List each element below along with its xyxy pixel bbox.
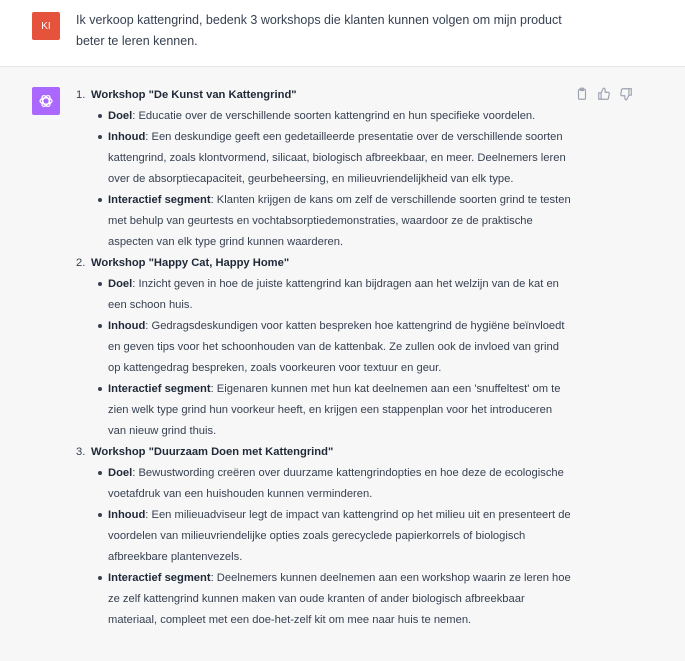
list-item: Interactief segment: Eigenaren kunnen met hun kat deelnemen aan een 'snuffeltest' om te zien welk type grind hun voorkeur heeft, en krijgen een stappenplan voor het introduceren van nieuw grind thuis. (91, 379, 571, 442)
list-item: Doel: Educatie over de verschillende soorten kattengrind en hun specifieke voordelen. (91, 106, 571, 127)
workshop-details (91, 106, 571, 253)
list-item: Interactief segment: Klanten krijgen de kans om zelf de verschillende soorten grind te testen met behulp van geurtests en vochtabsorptiedemonstraties, waardoor ze de praktische aspecten van elk type grind kunnen waarderen. (91, 190, 571, 253)
list-item: Inhoud: Gedragsdeskundigen voor katten bespreken hoe kattengrind de hygiëne beïnvloedt en geven tips voor het schoonhouden van de kattenbak. Ze zullen ook de invloed van grind op kattengedrag bespreken, zoals voorkeuren voor textuur en geur. (91, 316, 571, 379)
assistant-avatar (32, 87, 60, 115)
thumbs-up-icon[interactable] (597, 87, 611, 101)
list-item: Inhoud: Een deskundige geeft een gedetailleerde presentatie over de verschillende soorten kattengrind, zoals klontvormend, silicaat, biologisch afbreekbaar, en meer. Deelnemers leren over de absorptiecapaciteit, geurbeheersing, en milieuvriendelijkheid van elk type. (91, 127, 571, 190)
thumbs-down-icon[interactable] (619, 87, 633, 101)
workshop-title: Workshop "Duurzaam Doen met Kattengrind" (91, 446, 334, 458)
message-actions (575, 87, 633, 101)
list-item: Doel: Bewustwording creëren over duurzame kattengrindopties en hoe deze de ecologische voetafdruk van een huishouden kunnen verminderen. (91, 463, 571, 505)
workshop-title: Workshop "De Kunst van Kattengrind" (91, 89, 297, 101)
user-avatar: KI (32, 12, 60, 40)
workshop-number: 3. (76, 446, 86, 458)
list-item: Inhoud: Een milieuadviseur legt de impact van kattengrind op het milieu uit en presenteert de voordelen van milieuvriendelijke opties zoals gerecyclede papierkorrels of biologisch afbreekbare plantenvezels. (91, 505, 571, 568)
list-item: Interactief segment: Deelnemers kunnen deelnemen aan een workshop waarin ze leren hoe ze zelf kattengrind kunnen maken van oude kranten of ander biologisch afbreekbaar materiaal, compleet met een doe-het-zelf kit om mee naar huis te nemen. (91, 568, 571, 631)
workshop-title: Workshop "Happy Cat, Happy Home" (91, 257, 290, 269)
user-message-text: Ik verkoop kattengrind, bedenk 3 workshops die klanten kunnen volgen om mijn product beter te leren kennen. (76, 13, 562, 48)
assistant-message-row (0, 67, 685, 661)
workshop-number: 1. (76, 89, 86, 101)
workshop-details (91, 274, 571, 442)
list-item: Doel: Inzicht geven in hoe de juiste kattengrind kan bijdragen aan het welzijn van de kat en een schoon huis. (91, 274, 571, 316)
workshop-number: 2. (76, 257, 86, 269)
workshop-details (91, 463, 571, 631)
assistant-message-text (76, 85, 571, 631)
workshop-1 (76, 85, 571, 253)
openai-logo-icon (37, 92, 55, 110)
workshop-2 (76, 253, 571, 442)
user-message-row (0, 0, 685, 67)
clipboard-icon[interactable] (575, 87, 589, 101)
workshop-3 (76, 442, 571, 631)
